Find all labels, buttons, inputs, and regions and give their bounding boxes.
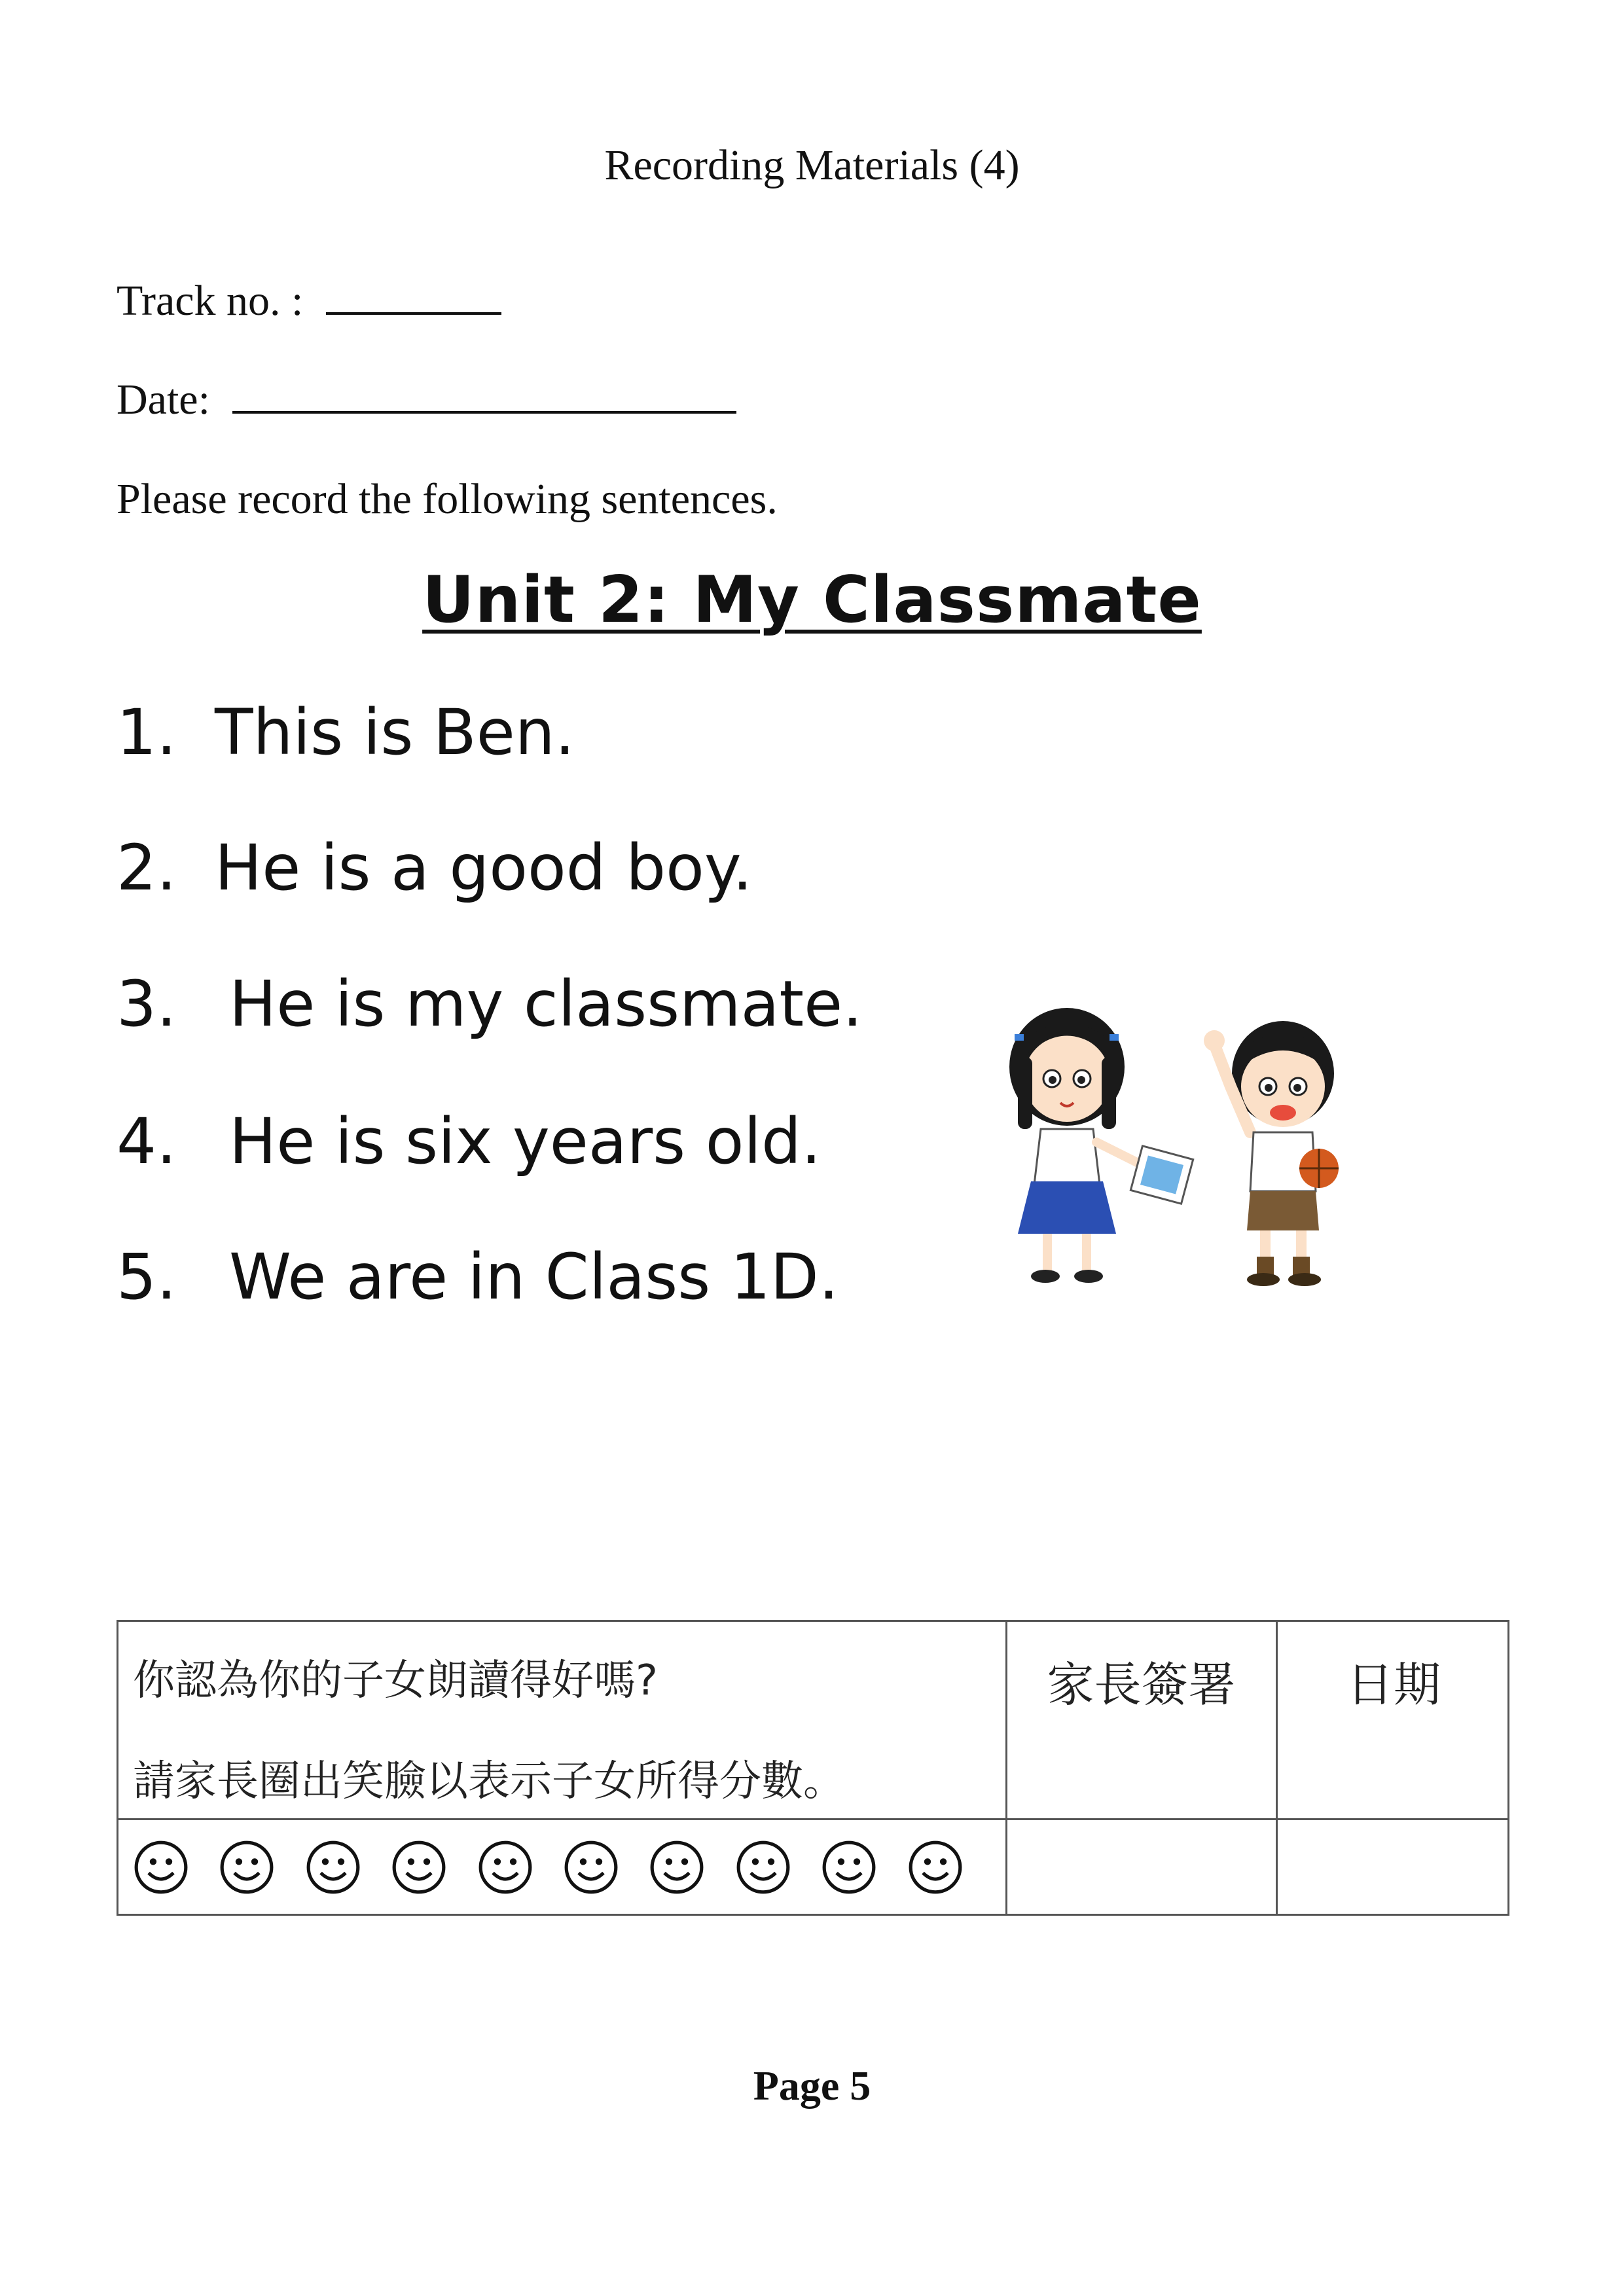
smiley-face-icon[interactable] (219, 1839, 275, 1895)
sentence-number: 5. (117, 1240, 177, 1314)
sentence-item (117, 967, 863, 1041)
page-title: Recording Materials (4) (604, 141, 1020, 189)
smiley-face-icon[interactable] (907, 1839, 964, 1895)
page-number: Page 5 (753, 2062, 871, 2109)
smiley-face-icon[interactable] (305, 1839, 361, 1895)
smiley-face-icon[interactable] (391, 1839, 447, 1895)
unit-title (0, 563, 1624, 637)
sentence-text: He is my classmate. (229, 967, 863, 1041)
date-row (117, 375, 736, 425)
smiley-face-icon[interactable] (735, 1839, 791, 1895)
sentence-text: This is Ben. (215, 696, 575, 769)
smiley-face-icon[interactable] (133, 1839, 189, 1895)
table-question: 你認為你的子女朗讀得好嗎? (133, 1657, 658, 1705)
date-label: Date: (117, 376, 210, 423)
date-cell[interactable] (1278, 1820, 1509, 1916)
track-number-field[interactable] (326, 278, 501, 315)
table-instruction: 請家長圈出笑臉以表示子女所得分數。 (133, 1757, 845, 1806)
sentence-item (117, 1105, 821, 1178)
track-number-row (117, 276, 501, 326)
sentence-text: We are in Class 1D. (229, 1240, 839, 1314)
sentence-number: 2. (117, 831, 177, 905)
sentence-item (117, 831, 752, 905)
signature-cell[interactable] (1007, 1820, 1276, 1916)
sentence-text: He is six years old. (229, 1105, 821, 1178)
date-header: 日期 (1346, 1657, 1441, 1712)
sentence-number: 1. (117, 696, 177, 769)
track-number-label: Track no. : (117, 277, 304, 325)
unit-title-text: Unit 2: My Classmate (422, 563, 1202, 637)
two-cartoon-students-icon (992, 995, 1404, 1302)
girl-figure (1009, 1008, 1193, 1283)
smiley-face-icon[interactable] (821, 1839, 877, 1895)
smiley-face-icon[interactable] (563, 1839, 619, 1895)
boy-figure (1204, 1021, 1339, 1286)
smiley-face-icon[interactable] (649, 1839, 705, 1895)
sentence-item (117, 1240, 839, 1314)
instruction-text: Please record the following sentences. (117, 475, 778, 523)
sentence-item (117, 696, 575, 769)
parent-feedback-table (117, 1620, 1509, 1916)
smiley-face-icon[interactable] (477, 1839, 533, 1895)
sentence-number: 3. (117, 967, 177, 1041)
date-field[interactable] (232, 377, 736, 414)
sentence-text: He is a good boy. (215, 831, 753, 905)
signature-header: 家長簽署 (1047, 1657, 1236, 1712)
sentence-number: 4. (117, 1105, 177, 1178)
